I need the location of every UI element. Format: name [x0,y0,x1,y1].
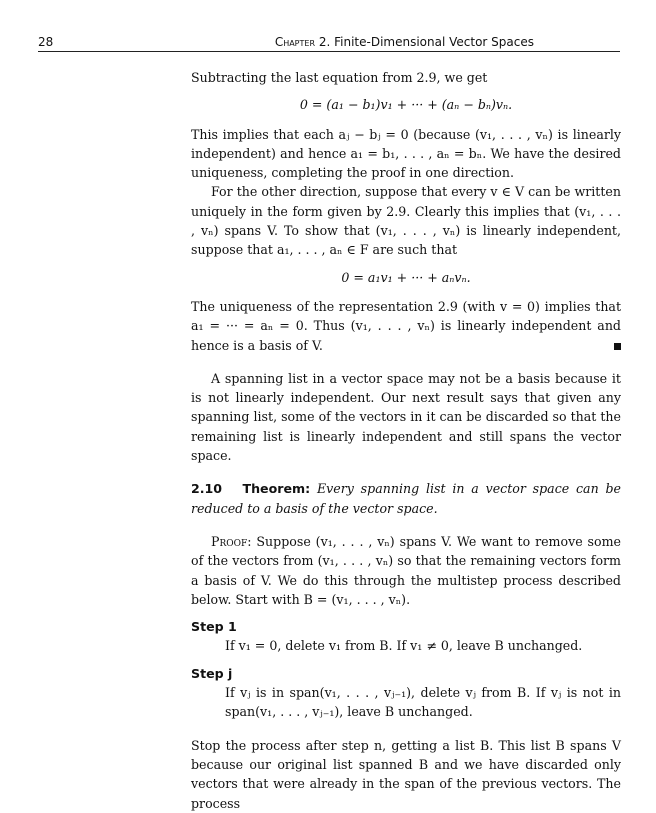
paragraph-subtracting: Subtracting the last equation from 2.9, we get [191,70,488,85]
spacer [191,722,621,736]
uniqueness-text: The uniqueness of the representation 2.9 (with v = 0) implies that a₁ = ··· = aₙ = 0. Thus (v₁, . . . , vₙ) is linearly independent and hence is a basis of V. [191,298,621,353]
proof-text: Suppose (v₁, . . . , vₙ) spans V. We want to remove some of the vectors from (v₁, . . . , vₙ) so that the remaining vectors form a basis of V. We do this through the multistep process described below. Start with B = (v₁, . . . , vₙ). [191,533,621,607]
chapter-label: Chapter 2. [274,35,331,49]
theorem-number: 2.10 [191,481,223,497]
step-1-heading: Step 1 [191,619,237,635]
paragraph-stop-process: Stop the process after step n, getting a list B. This list B spans V because our original list spanned B and we have discarded only vectors that were already in the span of the previous vectors. The process [191,737,621,811]
chapter-title: Finite-Dimensional Vector Spaces [334,35,534,49]
theorem-title: Theorem: [242,481,311,497]
display-equation-1: 0 = (a₁ − b₁)v₁ + ··· + (aₙ − bₙ)vₙ. [299,97,513,113]
chapter-heading [275,35,534,49]
spacer [191,465,621,479]
theorem-statement: Every spanning list in a vector space can be reduced to a basis of the vector space. [191,481,621,516]
page-number: 28 [38,35,54,49]
header-rule [38,51,620,52]
proof-paragraph [191,532,621,609]
proof-label: Proof: [211,533,252,549]
paragraph-uniqueness [191,297,621,355]
paragraph-other-direction: For the other direction, suppose that every v ∈ V can be written uniquely in the form given by 2.9. Clearly this implies that (v₁, . . . , vₙ) spans V. To show that (v₁, . . . , vₙ) is linearly independent, suppose that a₁, . . . , aₙ ∈ F are such that [191,184,621,258]
paragraph-spanning-list: A spanning list in a vector space may not be a basis because it is not linearly independent. Our next result says that given any spanning list, some of the vectors in it can be discarded so that the remaining list is linearly independent and still spans the vector space. [191,370,621,464]
main-text [191,68,621,813]
step-j-heading: Step j [191,665,233,681]
display-equation-2: 0 = a₁v₁ + ··· + aₙvₙ. [341,269,471,285]
spacer [191,518,621,532]
step-1-body: If v₁ = 0, delete v₁ from B. If v₁ ≠ 0, leave B unchanged. [225,638,583,654]
spacer [191,355,621,369]
step-j-body: If vⱼ is in span(v₁, . . . , vⱼ₋₁), delete vⱼ from B. If vⱼ is not in span(v₁, . . . , vⱼ₋₁), leave B unchanged. [225,685,621,720]
running-header [38,35,620,51]
qed-square-icon [614,343,621,350]
paragraph-implies: This implies that each aⱼ − bⱼ = 0 (because (v₁, . . . , vₙ) is linearly independent) and hence a₁ = b₁, . . . , aₙ = bₙ. We have the desired uniqueness, completing the proof in one direction. [191,126,621,181]
theorem-block [191,479,621,518]
